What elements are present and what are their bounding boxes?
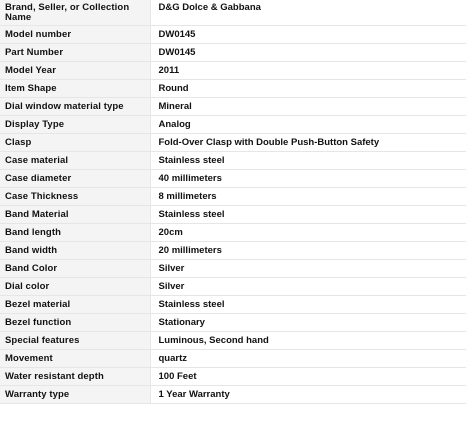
- spec-label-band-width: Band width: [0, 241, 150, 259]
- spec-label-water-resistant-depth: Water resistant depth: [0, 367, 150, 385]
- spec-value-clasp: Fold-Over Clasp with Double Push-Button Safety: [150, 133, 466, 151]
- spec-value-band-width: 20 millimeters: [150, 241, 466, 259]
- spec-label-movement: Movement: [0, 349, 150, 367]
- spec-label-bezel-material: Bezel material: [0, 295, 150, 313]
- spec-value-band-length: 20cm: [150, 223, 466, 241]
- table-row: [0, 223, 466, 241]
- table-row: [0, 205, 466, 223]
- spec-value-model-number: DW0145: [150, 25, 466, 43]
- spec-value-dial-color: Silver: [150, 277, 466, 295]
- table-row: [0, 79, 466, 97]
- spec-label-special-features: Special features: [0, 331, 150, 349]
- table-row: [0, 331, 466, 349]
- spec-value-item-shape: Round: [150, 79, 466, 97]
- spec-value-movement: quartz: [150, 349, 466, 367]
- spec-value-display-type: Analog: [150, 115, 466, 133]
- spec-label-part-number: Part Number: [0, 43, 150, 61]
- table-row: [0, 367, 466, 385]
- table-row: [0, 151, 466, 169]
- table-row: [0, 97, 466, 115]
- spec-label-display-type: Display Type: [0, 115, 150, 133]
- spec-label-model-number: Model number: [0, 25, 150, 43]
- spec-value-case-thickness: 8 millimeters: [150, 187, 466, 205]
- table-row: [0, 259, 466, 277]
- spec-value-case-diameter: 40 millimeters: [150, 169, 466, 187]
- spec-label-warranty-type: Warranty type: [0, 385, 150, 403]
- table-row: [0, 61, 466, 79]
- spec-label-band-color: Band Color: [0, 259, 150, 277]
- table-row: [0, 43, 466, 61]
- table-row: [0, 295, 466, 313]
- spec-label-band-length: Band length: [0, 223, 150, 241]
- spec-value-dial-window-material: Mineral: [150, 97, 466, 115]
- spec-label-dial-color: Dial color: [0, 277, 150, 295]
- spec-label-band-material: Band Material: [0, 205, 150, 223]
- spec-value-warranty-type: 1 Year Warranty: [150, 385, 466, 403]
- table-row: [0, 133, 466, 151]
- spec-value-water-resistant-depth: 100 Feet: [150, 367, 466, 385]
- table-row: [0, 0, 466, 25]
- spec-value-special-features: Luminous, Second hand: [150, 331, 466, 349]
- spec-label-item-shape: Item Shape: [0, 79, 150, 97]
- spec-value-band-material: Stainless steel: [150, 205, 466, 223]
- spec-label-clasp: Clasp: [0, 133, 150, 151]
- table-row: [0, 169, 466, 187]
- table-row: [0, 241, 466, 259]
- spec-label-bezel-function: Bezel function: [0, 313, 150, 331]
- spec-value-case-material: Stainless steel: [150, 151, 466, 169]
- spec-value-band-color: Silver: [150, 259, 466, 277]
- table-row: [0, 187, 466, 205]
- spec-label-case-diameter: Case diameter: [0, 169, 150, 187]
- table-row: [0, 385, 466, 403]
- table-row: [0, 25, 466, 43]
- spec-value-bezel-function: Stationary: [150, 313, 466, 331]
- spec-label-case-material: Case material: [0, 151, 150, 169]
- spec-label-case-thickness: Case Thickness: [0, 187, 150, 205]
- table-row: [0, 115, 466, 133]
- table-row: [0, 277, 466, 295]
- spec-value-bezel-material: Stainless steel: [150, 295, 466, 313]
- spec-label-model-year: Model Year: [0, 61, 150, 79]
- table-row: [0, 313, 466, 331]
- spec-value-part-number: DW0145: [150, 43, 466, 61]
- spec-value-brand: D&G Dolce & Gabbana: [150, 0, 466, 25]
- spec-label-dial-window-material: Dial window material type: [0, 97, 150, 115]
- spec-label-brand: Brand, Seller, or Collection Name: [0, 0, 150, 25]
- spec-value-model-year: 2011: [150, 61, 466, 79]
- table-row: [0, 349, 466, 367]
